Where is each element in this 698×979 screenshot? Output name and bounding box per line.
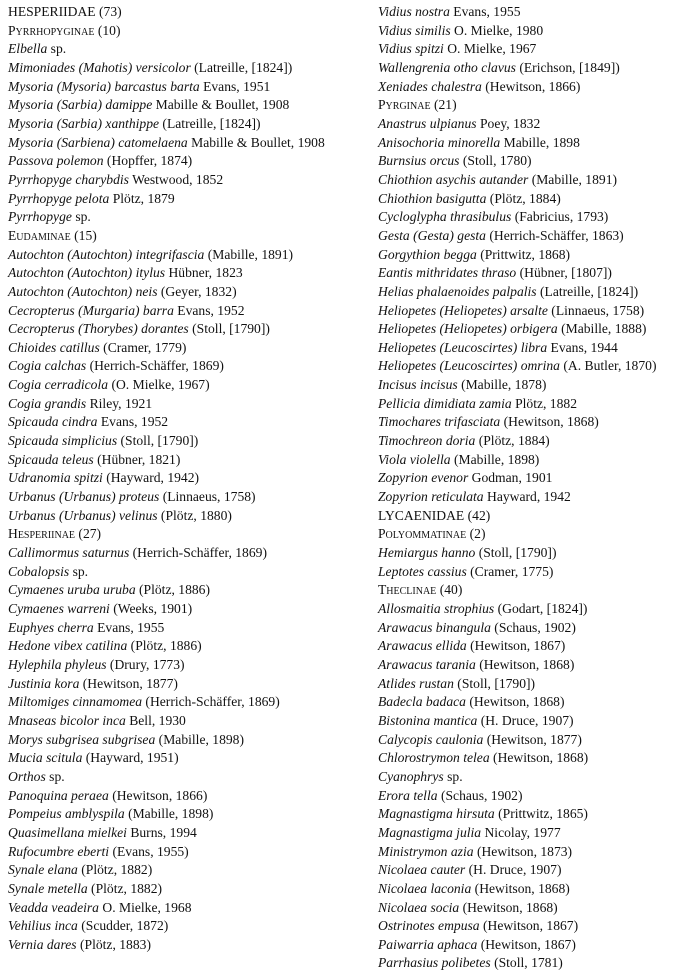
species-name: Cymaenes warreni	[8, 601, 110, 616]
species-name: Nicolaea socia	[378, 899, 460, 915]
species-authority: Evans, 1952	[173, 302, 245, 318]
species-name: Synale elana	[8, 862, 78, 878]
species-authority: (Hayward, 1942)	[102, 470, 200, 486]
species-authority: (Linnaeus, 1758)	[159, 489, 256, 505]
species-name: Udranomia spitzi	[8, 470, 103, 486]
species-name: Urbanus (Urbanus) proteus	[8, 489, 160, 505]
species-entry	[8, 712, 360, 731]
species-authority: (Hewitson, 1866)	[481, 78, 581, 94]
species-entry	[378, 656, 696, 675]
species-name: Autochton (Autochton) itylus	[8, 265, 166, 281]
species-name: Cogia calchas	[8, 358, 87, 374]
species-authority: (Hewitson, 1868)	[500, 414, 599, 430]
species-name: Pyrrhopyge charybdis	[8, 171, 129, 187]
species-authority: (Hewitson, 1868)	[475, 656, 575, 672]
subfamily-heading-pyrrhopyginae: Pyrrhopyginae (10)	[8, 22, 121, 38]
species-authority: (Hewitson, 1868)	[471, 880, 570, 896]
species-authority: (Latreille, [1824])	[536, 283, 639, 299]
species-name: Burnsius orcus	[378, 153, 460, 169]
species-name: Spicauda cindra	[8, 414, 98, 430]
species-name: Cecropterus (Murgaria) barra	[8, 302, 174, 318]
species-name: Mysoria (Mysoria) barcastus barta	[8, 78, 200, 94]
species-authority: Mabille & Boullet, 1908	[187, 134, 325, 150]
species-authority: Hübner, 1823	[165, 265, 243, 281]
species-name: Vehilius inca	[8, 918, 78, 934]
species-authority: (Plötz, 1886)	[127, 638, 202, 654]
species-name: Spicauda simplicius	[8, 433, 118, 449]
species-name: Wallengrenia otho clavus	[378, 59, 516, 75]
species-entry	[378, 731, 696, 750]
species-entry	[378, 320, 696, 339]
species-authority: (Hewitson, 1868)	[489, 750, 589, 766]
species-entry	[378, 787, 696, 806]
species-entry	[378, 824, 696, 843]
species-authority: (A. Butler, 1870)	[559, 358, 657, 374]
species-entry	[378, 171, 696, 190]
species-name: Cymaenes uruba uruba	[8, 582, 136, 598]
species-authority: Plötz, 1882	[511, 395, 577, 411]
species-authority: (Plötz, 1884)	[475, 433, 550, 449]
species-name: Erora tella	[378, 787, 438, 803]
species-entry	[8, 899, 360, 918]
species-authority: (Mabille, 1898)	[155, 731, 244, 747]
species-name: Nicolaea laconia	[378, 880, 472, 896]
species-authority: (Hayward, 1951)	[82, 750, 179, 766]
species-name: Bistonina mantica	[378, 712, 478, 728]
species-entry	[378, 264, 696, 283]
species-entry	[8, 78, 360, 97]
species-name: Ministrymon azia	[378, 843, 474, 859]
species-entry	[378, 78, 696, 97]
subfamily-heading-polyommatinae: Polyommatinae (2)	[378, 526, 486, 542]
species-entry	[378, 339, 696, 358]
species-entry	[378, 413, 696, 432]
species-entry	[8, 843, 360, 862]
species-entry	[8, 731, 360, 750]
left-column	[8, 3, 360, 954]
species-name: Arawacus ellida	[378, 638, 467, 654]
species-name: Vidius similis	[378, 22, 451, 38]
species-authority: Evans, 1951	[199, 78, 271, 94]
species-entry	[8, 451, 360, 470]
species-entry	[8, 339, 360, 358]
species-authority: (Weeks, 1901)	[109, 601, 193, 616]
species-authority: (Cramer, 1779)	[99, 339, 187, 355]
species-entry	[8, 432, 360, 451]
subfamily-heading-hesperiinae: Hesperiinae (27)	[8, 526, 102, 542]
species-name: Timochreon doria	[378, 433, 476, 449]
species-entry	[8, 861, 360, 880]
species-authority: (Plötz, 1882)	[87, 880, 163, 896]
species-authority: Evans, 1944	[547, 339, 618, 355]
species-authority: (Geyer, 1832)	[157, 283, 237, 299]
species-entry	[378, 395, 696, 414]
species-entry	[378, 768, 696, 787]
species-name: Euphyes cherra	[8, 619, 94, 635]
species-name: Chlorostrymon telea	[378, 750, 490, 766]
species-authority: O. Mielke, 1967	[443, 41, 537, 57]
species-authority: (Hewitson, 1868)	[459, 899, 558, 915]
species-authority: (Schaus, 1902)	[490, 619, 576, 635]
species-entry	[8, 880, 360, 899]
species-entry	[8, 264, 360, 283]
species-entry	[378, 488, 696, 507]
species-name: Hylephila phyleus	[8, 656, 107, 672]
species-entry	[378, 936, 696, 955]
species-authority: Evans, 1955	[93, 619, 165, 635]
species-authority: (Plötz, 1880)	[157, 507, 232, 523]
species-entry	[8, 917, 360, 936]
species-entry	[378, 302, 696, 321]
species-entry	[8, 824, 360, 843]
species-authority: Mabille, 1898	[500, 134, 580, 150]
species-authority: (O. Mielke, 1967)	[108, 377, 210, 393]
species-authority: (Hübner, 1821)	[93, 451, 181, 467]
species-name: Hedone vibex catilina	[8, 638, 128, 654]
species-authority: (Mabille, 1898)	[450, 451, 540, 467]
species-entry	[378, 208, 696, 227]
species-entry	[8, 805, 360, 824]
species-name: Magnastigma hirsuta	[378, 806, 495, 822]
species-entry	[8, 936, 360, 955]
right-column	[378, 3, 696, 973]
species-authority: Hayward, 1942	[483, 489, 571, 505]
species-name: Calycopis caulonia	[378, 731, 484, 747]
species-name: Synale metella	[8, 880, 88, 896]
species-name: Heliopetes (Heliopetes) orbigera	[378, 321, 558, 337]
species-name: Chioides catillus	[8, 339, 100, 355]
species-authority: (Hewitson, 1867)	[479, 918, 579, 934]
species-name: Orthos	[8, 768, 46, 784]
species-entry	[8, 581, 360, 600]
species-entry	[378, 861, 696, 880]
species-entry	[378, 693, 696, 712]
species-authority: (Stoll, 1780)	[459, 153, 532, 169]
species-entry	[378, 917, 696, 936]
species-authority: Poey, 1832	[476, 115, 541, 131]
species-name: Cogia cerradicola	[8, 377, 109, 393]
species-authority: (Herrich-Schäffer, 1863)	[485, 227, 624, 243]
species-authority: Westwood, 1852	[128, 171, 224, 187]
species-entry	[8, 190, 360, 209]
species-authority: (Stoll, [1790])	[475, 545, 557, 561]
species-name: Passova polemon	[8, 153, 104, 169]
species-authority: Burns, 1994	[126, 824, 197, 840]
species-authority: (Drury, 1773)	[106, 656, 185, 672]
species-authority: (Cramer, 1775)	[466, 563, 554, 579]
family-heading-lycaenidae: LYCAENIDAE (42)	[378, 507, 491, 523]
species-name: Nicolaea cauter	[378, 862, 466, 878]
species-authority: Riley, 1921	[86, 395, 153, 411]
species-entry	[8, 563, 360, 582]
species-name: Morys subgrisea subgrisea	[8, 731, 156, 747]
species-name: Rufocumbre eberti	[8, 843, 110, 859]
species-authority: (Stoll, [1790])	[188, 321, 270, 337]
species-name: Pyrrhopyge pelota	[8, 190, 110, 206]
species-name: Cogia grandis	[8, 395, 87, 411]
species-entry	[378, 283, 696, 302]
species-name: Mysoria (Sarbiena) catomelaena	[8, 134, 188, 150]
species-entry	[378, 227, 696, 246]
subfamily-heading-theclinae: Theclinae (40)	[378, 582, 463, 598]
species-entry	[378, 712, 696, 731]
species-authority: Evans, 1952	[97, 414, 169, 430]
species-authority: (Stoll, [1790])	[117, 433, 199, 449]
species-entry	[378, 59, 696, 78]
species-authority: Mabille & Boullet, 1908	[152, 97, 290, 113]
species-authority: (Hewitson, 1873)	[473, 843, 573, 859]
species-authority: (Herrich-Schäffer, 1869)	[142, 694, 280, 710]
species-authority: (Hewitson, 1877)	[79, 675, 178, 691]
species-entry	[378, 152, 696, 171]
species-entry	[8, 59, 360, 78]
species-authority: (Linnaeus, 1758)	[547, 302, 645, 318]
species-entry	[8, 395, 360, 414]
species-entry	[8, 413, 360, 432]
species-name: Mysoria (Sarbia) xanthippe	[8, 115, 160, 131]
species-authority: (H. Druce, 1907)	[477, 712, 574, 728]
species-name: Timochares trifasciata	[378, 414, 501, 430]
species-authority: (Hopffer, 1874)	[103, 153, 193, 169]
species-entry	[378, 134, 696, 153]
species-entry	[378, 40, 696, 59]
species-name: Autochton (Autochton) neis	[8, 283, 158, 299]
species-entry	[8, 507, 360, 526]
species-name: Pyrrhopyge	[8, 209, 72, 225]
species-name: Miltomiges cinnamomea	[8, 694, 143, 710]
species-authority: (Evans, 1955)	[109, 843, 189, 859]
species-authority: (Hewitson, 1867)	[466, 638, 566, 654]
species-name: Cycloglypha thrasibulus	[378, 209, 512, 225]
species-authority: (Scudder, 1872)	[77, 918, 169, 934]
species-entry	[8, 768, 360, 787]
species-name: Vidius spitzi	[378, 41, 444, 57]
species-authority: (Mabille, 1891)	[528, 171, 618, 187]
species-entry	[8, 675, 360, 694]
species-name: Heliopetes (Leucoscirtes) omrina	[378, 358, 560, 374]
species-authority: (Hübner, [1807])	[516, 265, 612, 281]
species-authority: (Hewitson, 1866)	[108, 787, 208, 803]
species-name: Callimormus saturnus	[8, 545, 130, 561]
subfamily-heading-pyrginae: Pyrginae (21)	[378, 97, 457, 113]
species-name: Mnaseas bicolor inca	[8, 712, 126, 728]
species-authority: (Plötz, 1884)	[486, 190, 561, 206]
species-entry	[8, 115, 360, 134]
species-authority: (Stoll, 1781)	[490, 955, 563, 971]
species-authority: (Stoll, [1790])	[453, 675, 536, 691]
species-authority: Bell, 1930	[125, 712, 186, 728]
species-name: Gesta (Gesta) gesta	[378, 227, 486, 243]
species-entry	[378, 3, 696, 22]
species-name: Helias phalaenoides palpalis	[378, 283, 537, 299]
species-entry	[378, 22, 696, 41]
species-entry	[8, 619, 360, 638]
species-authority: Godman, 1901	[468, 470, 553, 486]
species-name: Incisus incisus	[378, 377, 458, 393]
species-name: Veadda veadeira	[8, 899, 99, 915]
species-authority: (Mabille, 1878)	[457, 377, 547, 393]
species-entry	[8, 152, 360, 171]
species-authority: (Prittwitz, 1868)	[476, 246, 571, 262]
species-name: Heliopetes (Leucoscirtes) libra	[378, 339, 548, 355]
species-name: Viola violella	[378, 451, 451, 467]
species-entry	[378, 451, 696, 470]
species-name: Cecropterus (Thorybes) dorantes	[8, 321, 189, 337]
species-name: Pellicia dimidiata zamia	[378, 395, 512, 411]
species-entry	[378, 899, 696, 918]
species-entry	[8, 693, 360, 712]
species-authority: (Mabille, 1898)	[124, 806, 214, 822]
species-entry	[378, 246, 696, 265]
species-authority: (Plötz, 1886)	[135, 582, 211, 598]
species-entry	[378, 880, 696, 899]
species-entry	[8, 283, 360, 302]
species-authority: (Godart, [1824])	[494, 601, 588, 616]
species-name: Mucia scitula	[8, 750, 83, 766]
species-name: Arawacus binangula	[378, 619, 491, 635]
species-name: Paiwarria aphaca	[378, 936, 478, 952]
species-authority: sp.	[71, 209, 91, 225]
species-entry	[8, 469, 360, 488]
species-authority: Evans, 1955	[449, 4, 521, 19]
species-authority: Plötz, 1879	[109, 190, 175, 206]
species-entry	[8, 787, 360, 806]
species-authority: O. Mielke, 1980	[450, 22, 544, 38]
species-authority: (Herrich-Schäffer, 1869)	[129, 545, 267, 561]
species-entry	[8, 488, 360, 507]
species-name: Panoquina peraea	[8, 787, 109, 803]
species-entry	[378, 563, 696, 582]
species-name: Zopyrion evenor	[378, 470, 469, 486]
species-entry	[8, 600, 360, 619]
species-name: Badecla badaca	[378, 694, 466, 710]
species-authority: (Plötz, 1882)	[77, 862, 153, 878]
species-entry	[8, 656, 360, 675]
species-name: Vidius nostra	[378, 4, 450, 19]
species-entry	[8, 637, 360, 656]
species-name: Cyanophrys	[378, 768, 444, 784]
species-entry	[8, 208, 360, 227]
species-entry	[378, 376, 696, 395]
species-entry	[378, 600, 696, 619]
species-entry	[8, 320, 360, 339]
species-authority: (Mabille, 1891)	[204, 246, 294, 262]
species-entry	[378, 954, 696, 973]
family-heading-hesperiidae: HESPERIIDAE (73)	[8, 4, 122, 19]
species-name: Mimoniades (Mahotis) versicolor	[8, 59, 191, 75]
species-authority: (Hewitson, 1868)	[465, 694, 565, 710]
species-entry	[378, 675, 696, 694]
species-entry	[378, 115, 696, 134]
species-entry	[8, 749, 360, 768]
species-name: Xeniades chalestra	[378, 78, 482, 94]
species-entry	[8, 96, 360, 115]
species-name: Hemiargus hanno	[378, 545, 476, 561]
species-entry	[378, 843, 696, 862]
species-authority: (Hewitson, 1867)	[477, 936, 576, 952]
species-name: Eantis mithridates thraso	[378, 265, 517, 281]
species-name: Magnastigma julia	[378, 824, 482, 840]
species-entry	[378, 619, 696, 638]
species-name: Atlides rustan	[378, 675, 454, 691]
species-entry	[8, 544, 360, 563]
subfamily-heading-eudaminae: Eudaminae (15)	[8, 227, 97, 243]
species-authority: sp.	[47, 41, 67, 57]
species-authority: sp.	[443, 768, 463, 784]
species-name: Leptotes cassius	[378, 563, 467, 579]
species-entry	[8, 134, 360, 153]
species-name: Arawacus tarania	[378, 656, 476, 672]
species-authority: (Mabille, 1888)	[557, 321, 647, 337]
species-entry	[378, 357, 696, 376]
species-authority: (Latreille, [1824])	[159, 115, 261, 131]
species-name: Spicauda teleus	[8, 451, 94, 467]
species-name: Ostrinotes empusa	[378, 918, 480, 934]
species-name: Anastrus ulpianus	[378, 115, 477, 131]
species-name: Chiothion asychis autander	[378, 171, 529, 187]
species-authority: (Schaus, 1902)	[437, 787, 523, 803]
species-authority: Nicolay, 1977	[481, 824, 561, 840]
species-entry	[378, 749, 696, 768]
species-entry	[8, 246, 360, 265]
species-entry	[378, 190, 696, 209]
species-name: Zopyrion reticulata	[378, 489, 484, 505]
species-name: Anisochoria minorella	[378, 134, 501, 150]
species-name: Autochton (Autochton) integrifascia	[8, 246, 205, 262]
species-authority: (Prittwitz, 1865)	[494, 806, 588, 822]
species-name: Gorgythion begga	[378, 246, 477, 262]
species-authority: (Plötz, 1883)	[76, 936, 151, 952]
species-authority: (Hewitson, 1877)	[483, 731, 582, 747]
species-name: Justinia kora	[8, 675, 80, 691]
species-name: Urbanus (Urbanus) velinus	[8, 507, 158, 523]
species-name: Heliopetes (Heliopetes) arsalte	[378, 302, 548, 318]
species-name: Chiothion basigutta	[378, 190, 487, 206]
species-entry	[8, 40, 360, 59]
species-name: Pompeius amblyspila	[8, 806, 125, 822]
species-authority: (H. Druce, 1907)	[465, 862, 562, 878]
species-authority: (Fabricius, 1793)	[511, 209, 609, 225]
species-entry	[8, 171, 360, 190]
species-name: Allosmaitia strophius	[378, 601, 495, 616]
species-entry	[8, 357, 360, 376]
species-name: Vernia dares	[8, 936, 77, 952]
species-authority: sp.	[69, 563, 89, 579]
species-name: Mysoria (Sarbia) damippe	[8, 97, 153, 113]
species-authority: sp.	[45, 768, 65, 784]
species-entry	[378, 432, 696, 451]
species-name: Parrhasius polibetes	[378, 955, 491, 971]
species-name: Elbella	[8, 41, 48, 57]
species-entry	[8, 376, 360, 395]
species-authority: (Latreille, [1824])	[190, 59, 293, 75]
species-entry	[378, 469, 696, 488]
species-name: Cobalopsis	[8, 563, 70, 579]
species-entry	[8, 302, 360, 321]
species-authority: O. Mielke, 1968	[98, 899, 192, 915]
species-entry	[378, 805, 696, 824]
species-name: Quasimellana mielkei	[8, 824, 127, 840]
species-authority: (Erichson, [1849])	[515, 59, 620, 75]
species-entry	[378, 544, 696, 563]
species-entry	[378, 637, 696, 656]
species-authority: (Herrich-Schäffer, 1869)	[86, 358, 224, 374]
